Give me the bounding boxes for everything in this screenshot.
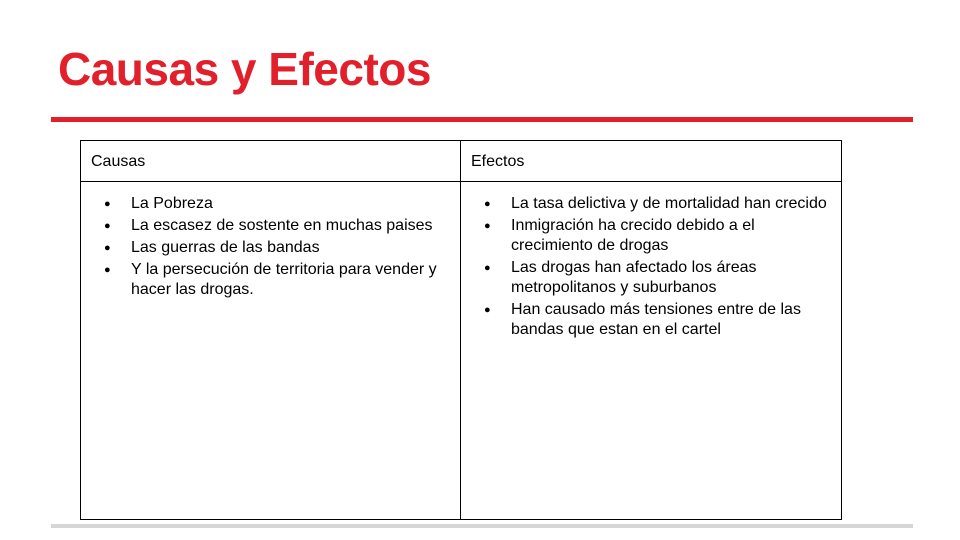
causes-list bbox=[101, 194, 450, 300]
list-item: ● Las drogas han afectado los áreas metropolitanos y suburbanos bbox=[511, 258, 831, 298]
table-row bbox=[81, 182, 842, 520]
footer-divider bbox=[51, 524, 913, 528]
slide-title: Causas y Efectos bbox=[58, 43, 431, 95]
list-item: ● La Pobreza bbox=[131, 194, 450, 214]
causes-cell bbox=[81, 182, 461, 520]
causes-header: Causas bbox=[81, 141, 461, 182]
list-item: ● Las guerras de las bandas bbox=[131, 238, 450, 258]
table-header-row bbox=[81, 141, 842, 182]
list-item: ● Y la persecución de territoria para vender y hacer las drogas. bbox=[131, 260, 450, 300]
list-item: ● Inmigración ha crecido debido a el crecimiento de drogas bbox=[511, 216, 831, 256]
effects-header: Efectos bbox=[461, 141, 842, 182]
effects-list bbox=[481, 194, 831, 340]
list-item: ● Han causado más tensiones entre de las bandas que estan en el cartel bbox=[511, 300, 831, 340]
causes-effects-table bbox=[80, 140, 842, 520]
list-item: ● La escasez de sostente en muchas paises bbox=[131, 216, 450, 236]
list-item: ● La tasa delictiva y de mortalidad han crecido bbox=[511, 194, 831, 214]
title-divider bbox=[51, 117, 913, 122]
effects-cell bbox=[461, 182, 842, 520]
